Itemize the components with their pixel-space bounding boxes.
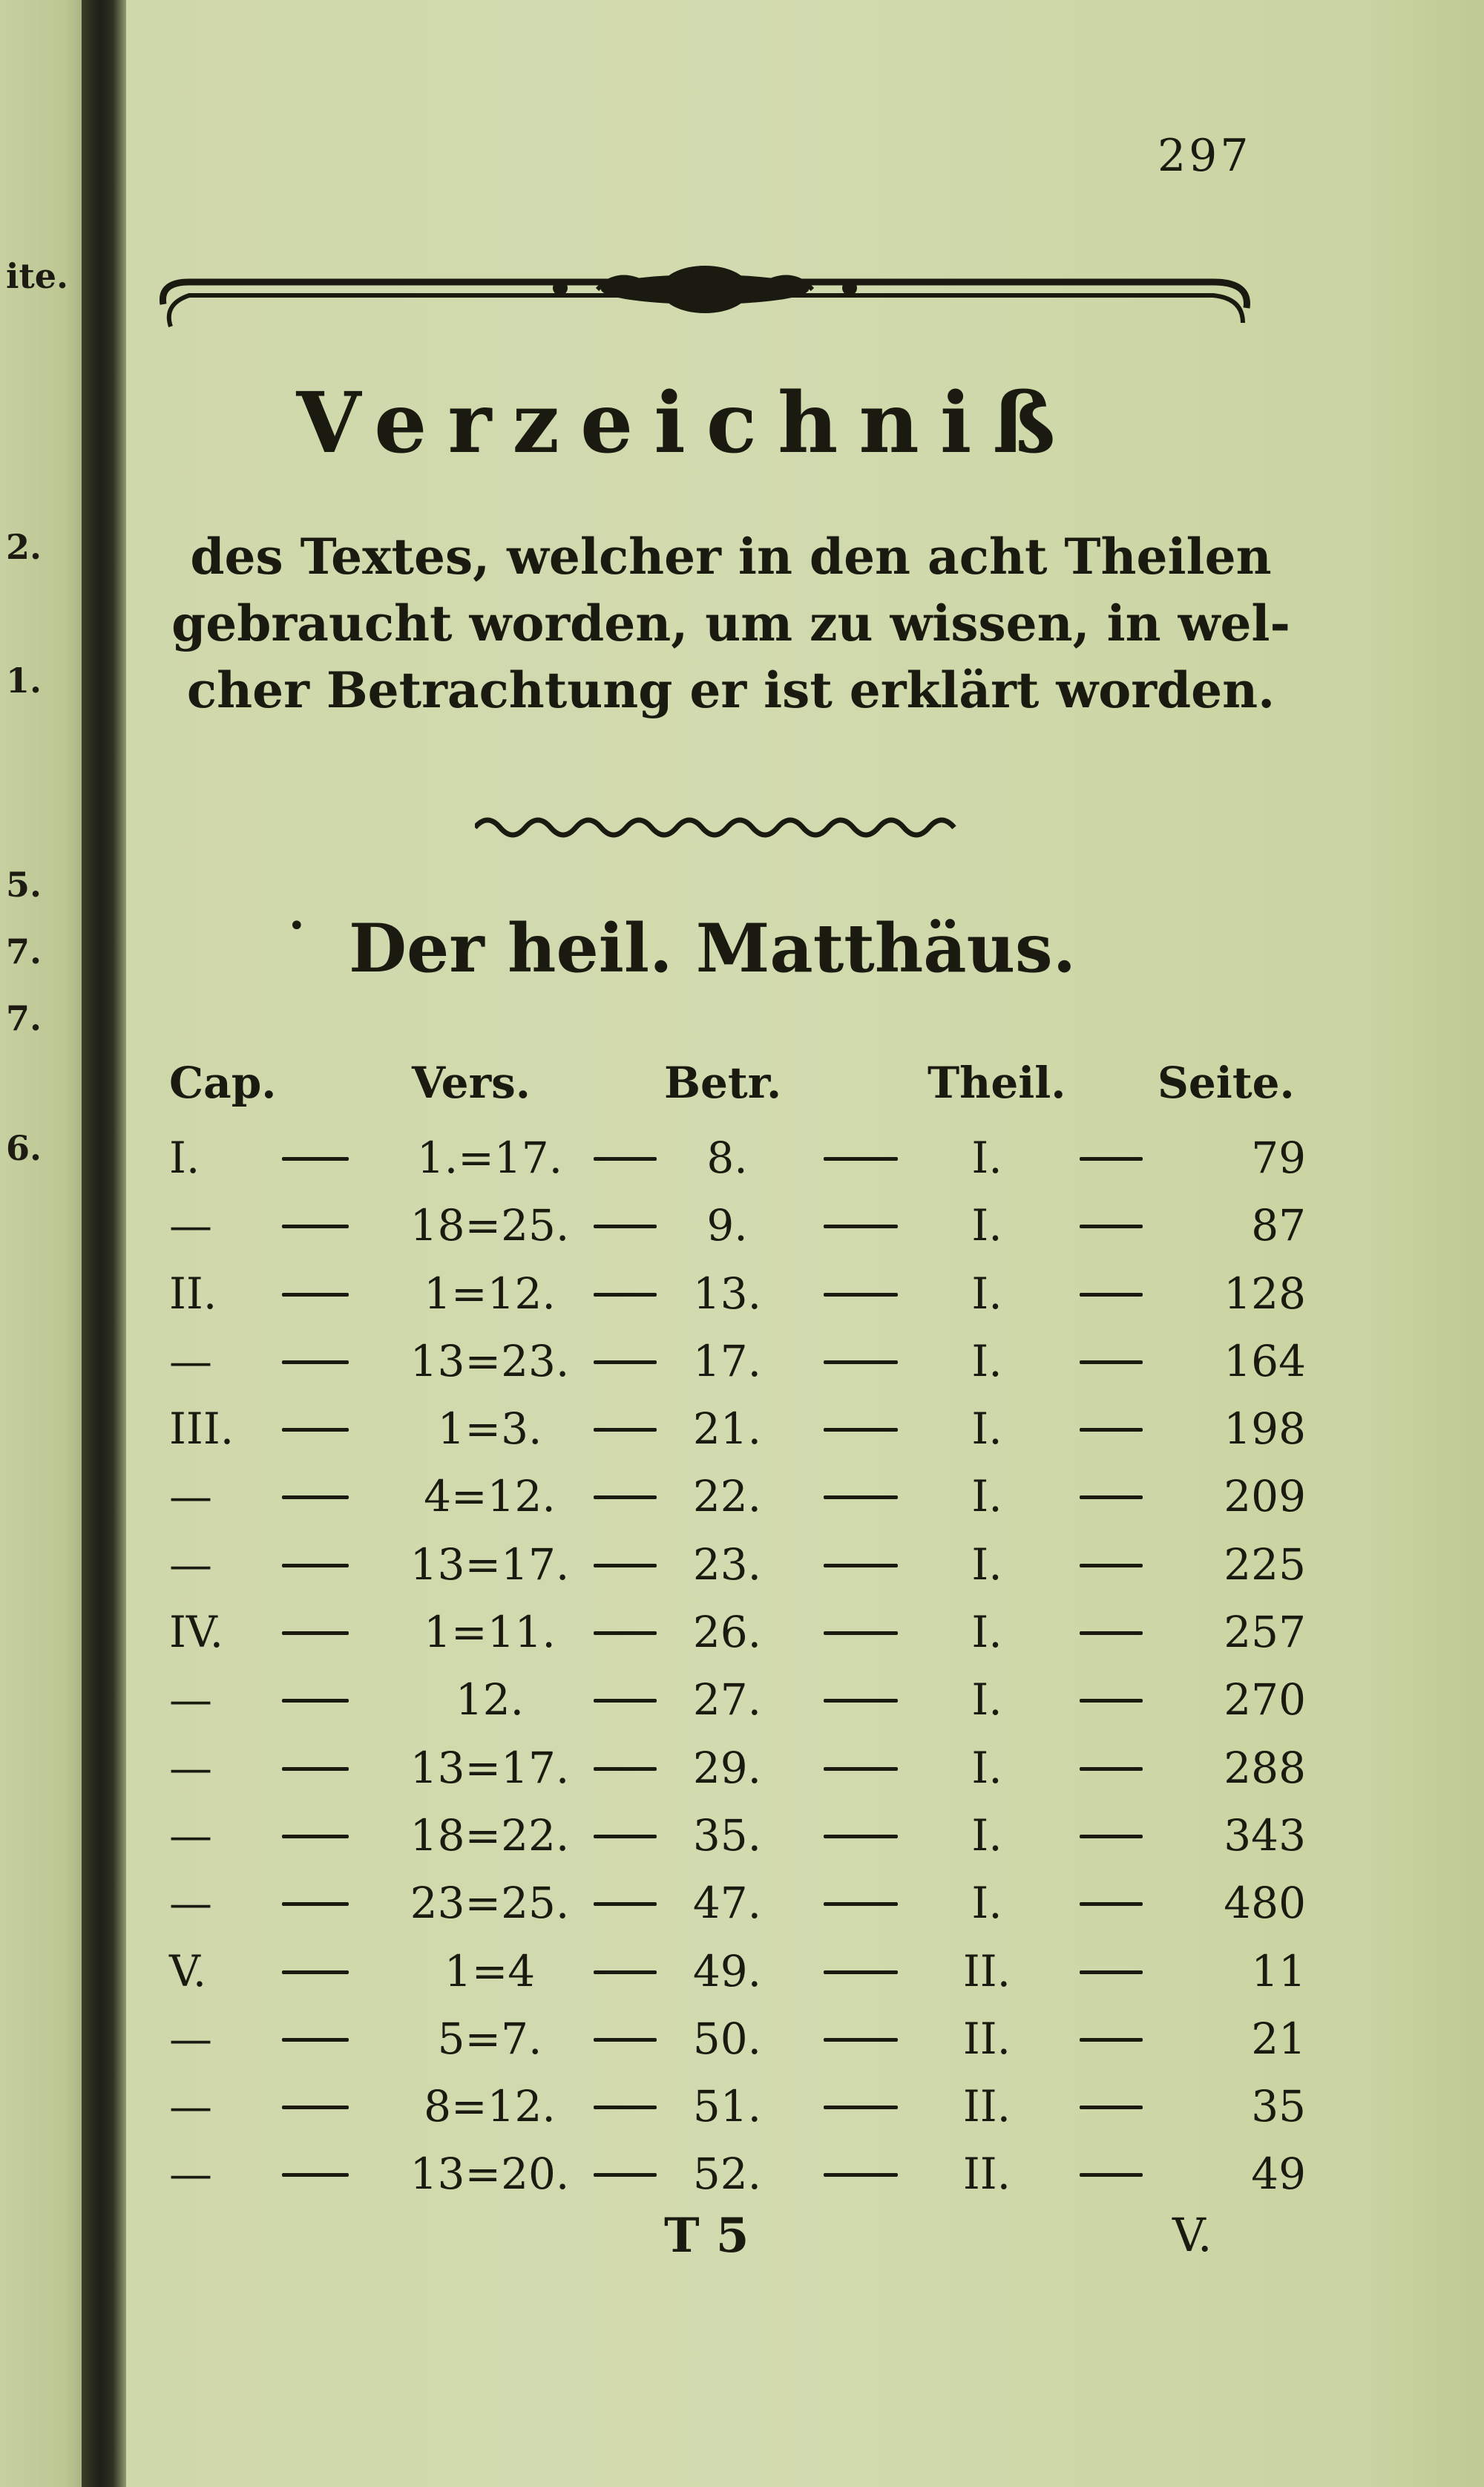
separator-dash xyxy=(282,1564,349,1567)
separator-dash xyxy=(282,1902,349,1906)
separator-dash xyxy=(1080,1495,1143,1499)
cell-theil: I. xyxy=(971,1607,1002,1658)
separator-dash xyxy=(1080,1360,1143,1364)
margin-fragment: 5. xyxy=(6,865,42,905)
cell-theil: I. xyxy=(971,1133,1002,1183)
separator-dash xyxy=(1080,1767,1143,1771)
cell-cap: — xyxy=(169,1742,212,1793)
table-row xyxy=(0,1124,1484,1192)
cell-theil: I. xyxy=(971,1268,1002,1319)
cell-betr: 51. xyxy=(692,2081,762,2132)
table-row xyxy=(0,1328,1484,1395)
title-description xyxy=(152,523,1310,724)
separator-dash xyxy=(282,1428,349,1432)
separator-dash xyxy=(594,2106,657,2109)
section-heading: Der heil. Matthäus. xyxy=(348,909,1077,988)
cell-theil: I. xyxy=(971,1403,1002,1455)
cell-betr: 52. xyxy=(692,2149,762,2200)
cell-betr: 8. xyxy=(706,1133,748,1183)
cell-vers: 13=17. xyxy=(410,1742,570,1793)
separator-dash xyxy=(594,1767,657,1771)
separator-dash xyxy=(824,1699,898,1703)
separator-dash xyxy=(824,1767,898,1771)
separator-dash xyxy=(594,2038,657,2042)
header-vers: Vers. xyxy=(412,1058,531,1108)
separator-dash xyxy=(594,1293,657,1297)
cell-vers: 13=23. xyxy=(410,1335,570,1386)
cell-betr: 13. xyxy=(692,1268,762,1319)
cell-betr: 23. xyxy=(692,1539,762,1590)
cell-seite: 198 xyxy=(1224,1403,1306,1455)
cell-vers: 23=25. xyxy=(410,1878,570,1929)
subtitle-line: gebraucht worden, um zu wissen, in wel- xyxy=(171,594,1290,652)
cell-cap: — xyxy=(169,1809,212,1861)
table-row xyxy=(0,2005,1484,2073)
header-seite: Seite. xyxy=(1158,1058,1295,1108)
cell-seite: 49 xyxy=(1251,2149,1306,2200)
separator-dash xyxy=(824,1428,898,1432)
separator-dash xyxy=(594,1225,657,1228)
separator-dash xyxy=(594,1835,657,1838)
wave-divider xyxy=(475,809,965,839)
separator-dash xyxy=(282,1835,349,1838)
separator-dash xyxy=(1080,2038,1143,2042)
separator-dash xyxy=(1080,1970,1143,1974)
table-header xyxy=(0,1058,1484,1117)
cell-theil: II. xyxy=(962,2013,1011,2064)
table-row xyxy=(0,2073,1484,2140)
cell-theil: I. xyxy=(971,1200,1002,1251)
separator-dash xyxy=(1080,1699,1143,1703)
table-row xyxy=(0,1192,1484,1259)
cell-theil: I. xyxy=(971,1674,1002,1726)
stray-mark: • xyxy=(288,909,306,943)
separator-dash xyxy=(824,1902,898,1906)
separator-dash xyxy=(824,2038,898,2042)
separator-dash xyxy=(824,1495,898,1499)
table-row xyxy=(0,1531,1484,1599)
separator-dash xyxy=(824,1631,898,1635)
cell-cap: — xyxy=(169,1674,212,1726)
separator-dash xyxy=(594,1428,657,1432)
separator-dash xyxy=(1080,1428,1143,1432)
table-row xyxy=(0,1395,1484,1463)
cell-seite: 480 xyxy=(1224,1878,1306,1929)
cell-vers: 1=12. xyxy=(424,1268,556,1319)
signature-mark: T 5 xyxy=(664,2208,749,2264)
cell-seite: 209 xyxy=(1224,1471,1306,1522)
separator-dash xyxy=(594,1699,657,1703)
separator-dash xyxy=(824,1564,898,1567)
separator-dash xyxy=(594,1157,657,1161)
separator-dash xyxy=(824,2106,898,2109)
table-row xyxy=(0,1734,1484,1802)
cell-seite: 35 xyxy=(1251,2081,1306,2132)
cell-vers: 1=11. xyxy=(424,1607,556,1658)
separator-dash xyxy=(594,1631,657,1635)
cell-vers: 13=17. xyxy=(410,1539,570,1590)
cell-betr: 21. xyxy=(692,1403,762,1455)
cell-betr: 27. xyxy=(692,1674,762,1726)
ornamental-rule xyxy=(160,252,1250,341)
cell-theil: I. xyxy=(971,1471,1002,1522)
separator-dash xyxy=(1080,1902,1143,1906)
separator-dash xyxy=(824,2173,898,2177)
separator-dash xyxy=(824,1293,898,1297)
cell-seite: 343 xyxy=(1224,1809,1306,1861)
cell-theil: I. xyxy=(971,1335,1002,1386)
cell-seite: 128 xyxy=(1224,1268,1306,1319)
cell-theil: II. xyxy=(962,1945,1011,1996)
cell-betr: 50. xyxy=(692,2013,762,2064)
cell-cap: IV. xyxy=(169,1607,224,1658)
separator-dash xyxy=(282,1631,349,1635)
separator-dash xyxy=(282,1495,349,1499)
cell-cap: I. xyxy=(169,1133,200,1183)
separator-dash xyxy=(1080,1564,1143,1567)
cell-cap: — xyxy=(169,1471,212,1522)
table-row xyxy=(0,1463,1484,1530)
table-row xyxy=(0,1599,1484,1666)
separator-dash xyxy=(1080,1157,1143,1161)
cell-seite: 257 xyxy=(1224,1607,1306,1658)
separator-dash xyxy=(282,1699,349,1703)
cell-betr: 35. xyxy=(692,1809,762,1861)
margin-fragment: ite. xyxy=(6,256,69,296)
separator-dash xyxy=(1080,1293,1143,1297)
cell-betr: 22. xyxy=(692,1471,762,1522)
table-row xyxy=(0,1938,1484,2005)
cell-seite: 164 xyxy=(1224,1335,1306,1386)
separator-dash xyxy=(1080,2173,1143,2177)
cell-cap: II. xyxy=(169,1268,217,1319)
cell-cap: — xyxy=(169,2081,212,2132)
cell-vers: 4=12. xyxy=(424,1471,556,1522)
separator-dash xyxy=(1080,1631,1143,1635)
cell-cap: — xyxy=(169,1878,212,1929)
separator-dash xyxy=(282,1157,349,1161)
separator-dash xyxy=(594,1902,657,1906)
cell-vers: 1.=17. xyxy=(416,1133,563,1183)
cell-vers: 18=22. xyxy=(410,1809,570,1861)
separator-dash xyxy=(1080,1225,1143,1228)
separator-dash xyxy=(282,2038,349,2042)
cell-theil: I. xyxy=(971,1539,1002,1590)
subtitle-line: cher Betrachtung er ist erklärt worden. xyxy=(186,661,1275,719)
separator-dash xyxy=(594,1970,657,1974)
cell-betr: 17. xyxy=(692,1335,762,1386)
cell-betr: 29. xyxy=(692,1742,762,1793)
cell-vers: 18=25. xyxy=(410,1200,570,1251)
separator-dash xyxy=(282,1767,349,1771)
cell-vers: 1=3. xyxy=(437,1403,542,1455)
cell-cap: — xyxy=(169,2013,212,2064)
cell-seite: 21 xyxy=(1251,2013,1306,2064)
cell-cap: — xyxy=(169,1539,212,1590)
separator-dash xyxy=(282,2106,349,2109)
cell-cap: V. xyxy=(169,1945,207,1996)
subtitle-line: des Textes, welcher in den acht Theilen xyxy=(190,528,1272,586)
separator-dash xyxy=(1080,1835,1143,1838)
catchword: V. xyxy=(1172,2208,1212,2262)
cell-seite: 11 xyxy=(1251,1945,1306,1996)
cell-cap: — xyxy=(169,1335,212,1386)
cell-betr: 26. xyxy=(692,1607,762,1658)
cell-theil: II. xyxy=(962,2081,1011,2132)
table-row xyxy=(0,1260,1484,1328)
header-cap: Cap. xyxy=(169,1058,277,1108)
separator-dash xyxy=(824,1970,898,1974)
separator-dash xyxy=(1080,2106,1143,2109)
separator-dash xyxy=(594,1564,657,1567)
cell-cap: III. xyxy=(169,1403,234,1455)
separator-dash xyxy=(282,1970,349,1974)
cell-betr: 47. xyxy=(692,1878,762,1929)
cell-theil: II. xyxy=(962,2149,1011,2200)
page-title: Verzeichniß xyxy=(296,375,1077,472)
margin-fragment: 7. xyxy=(6,998,42,1038)
cell-vers: 8=12. xyxy=(424,2081,556,2132)
margin-fragment: 6. xyxy=(6,1128,42,1168)
separator-dash xyxy=(594,2173,657,2177)
cell-vers: 13=20. xyxy=(410,2149,570,2200)
header-betr: Betr. xyxy=(664,1058,782,1108)
separator-dash xyxy=(282,2173,349,2177)
cell-seite: 87 xyxy=(1251,1200,1306,1251)
cell-vers: 12. xyxy=(455,1674,525,1726)
cell-seite: 270 xyxy=(1224,1674,1306,1726)
table-row xyxy=(0,1870,1484,1937)
cell-cap: — xyxy=(169,1200,212,1251)
header-theil: Theil. xyxy=(928,1058,1066,1108)
cell-theil: I. xyxy=(971,1809,1002,1861)
cell-betr: 9. xyxy=(706,1200,748,1251)
table-row xyxy=(0,1802,1484,1870)
separator-dash xyxy=(824,1835,898,1838)
margin-fragment: 7. xyxy=(6,931,42,971)
page-number: 297 xyxy=(1158,130,1252,182)
cell-vers: 5=7. xyxy=(437,2013,542,2064)
cell-vers: 1=4 xyxy=(444,1945,536,1996)
cell-betr: 49. xyxy=(692,1945,762,1996)
table-row xyxy=(0,1666,1484,1734)
separator-dash xyxy=(282,1293,349,1297)
separator-dash xyxy=(824,1360,898,1364)
separator-dash xyxy=(282,1360,349,1364)
cell-cap: — xyxy=(169,2149,212,2200)
cell-seite: 79 xyxy=(1251,1133,1306,1183)
separator-dash xyxy=(824,1157,898,1161)
separator-dash xyxy=(282,1225,349,1228)
separator-dash xyxy=(824,1225,898,1228)
separator-dash xyxy=(594,1360,657,1364)
margin-fragment: 1. xyxy=(6,661,42,701)
cell-theil: I. xyxy=(971,1742,1002,1793)
cell-seite: 225 xyxy=(1224,1539,1306,1590)
margin-fragment: 2. xyxy=(6,527,42,567)
table-row xyxy=(0,2140,1484,2208)
index-table xyxy=(0,1124,1484,2209)
separator-dash xyxy=(594,1495,657,1499)
cell-seite: 288 xyxy=(1224,1742,1306,1793)
cell-theil: I. xyxy=(971,1878,1002,1929)
